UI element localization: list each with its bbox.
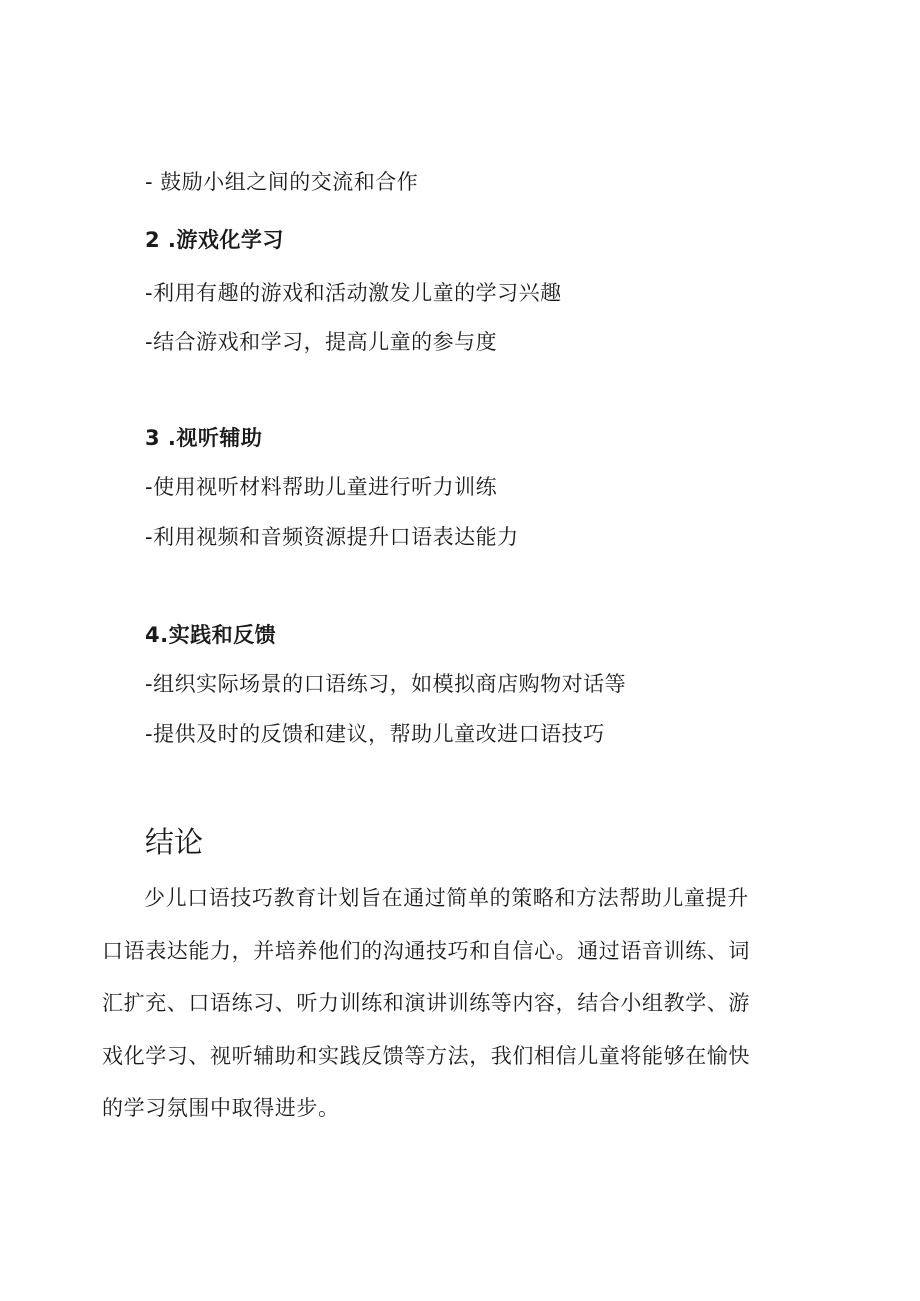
list-item: -组织实际场景的口语练习，如模拟商店购物对话等 [145, 672, 627, 696]
section-heading-2: 2 .游戏化学习 [145, 228, 284, 252]
conclusion-paragraph [102, 872, 806, 1135]
paragraph-line: 口语表达能力，并培养他们的沟通技巧和自信心。通过语音训练、词 [102, 938, 750, 963]
list-item: -使用视听材料帮助儿童进行听力训练 [145, 475, 498, 499]
section-heading-4: 4.实践和反馈 [145, 623, 277, 647]
paragraph-line: 少儿口语技巧教育计划旨在通过简单的策略和方法帮助儿童提升 [144, 886, 749, 910]
list-item: -利用视频和音频资源提升口语表达能力 [145, 525, 519, 549]
paragraph-line: 戏化学习、视听辅助和实践反馈等方法，我们相信儿童将能够在愉快 [102, 1043, 750, 1068]
list-item: -提供及时的反馈和建议，帮助儿童改进口语技巧 [145, 722, 605, 746]
paragraph-line: 的学习氛围中取得进步。 [102, 1096, 340, 1120]
paragraph-line: 汇扩充、口语练习、听力训练和演讲训练等内容，结合小组教学、游 [102, 991, 750, 1015]
list-item: -利用有趣的游戏和活动激发儿童的学习兴趣 [145, 281, 562, 305]
list-item: - 鼓励小组之间的交流和合作 [145, 170, 419, 194]
list-item: -结合游戏和学习，提高儿童的参与度 [145, 330, 498, 354]
section-heading-3: 3 .视听辅助 [145, 426, 263, 450]
conclusion-title: 结论 [145, 825, 204, 859]
